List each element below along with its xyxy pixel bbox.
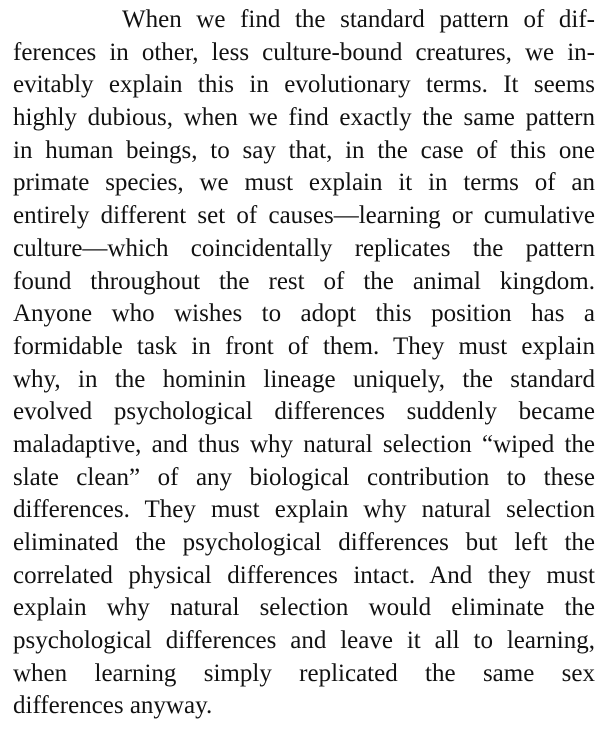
text-line: ferences in other, less culture-bound creatures, we in-	[13, 38, 595, 66]
text-line: primate species, we must explain it in terms of an	[13, 169, 595, 197]
text-line: highly dubious, when we find exactly the same pattern	[13, 104, 595, 132]
text-line: eliminated the psychological differences but left the	[13, 529, 595, 556]
text-line: found throughout the rest of the animal kingdom.	[13, 267, 595, 295]
text-line: formidable task in front of them. They must explain	[13, 332, 595, 360]
text-line: entirely different set of causes—learning or cumulative	[13, 202, 595, 230]
text-line: psychological differences and leave it all to learning,	[13, 627, 595, 655]
text-line: in human beings, to say that, in the case of this one	[13, 136, 595, 164]
text-line: explain why natural selection would eliminate the	[13, 594, 595, 622]
text-line: evitably explain this in evolutionary terms. It seems	[13, 71, 595, 99]
text-line: culture—which coincidentally replicates the pattern	[13, 234, 595, 262]
text-line: Anyone who wishes to adopt this position has a	[13, 300, 595, 328]
text-line: maladaptive, and thus why natural selection “wiped the	[13, 430, 595, 458]
text-line: correlated physical differences intact. And they must	[13, 561, 595, 589]
text-line: differences. They must explain why natural selection	[13, 496, 595, 524]
text-line: differences anyway.	[13, 692, 213, 720]
text-line: why, in the hominin lineage uniquely, the standard	[13, 365, 595, 393]
body-paragraph	[13, 4, 595, 723]
text-line: evolved psychological differences suddenly became	[13, 398, 595, 426]
text-line: when learning simply replicated the same sex	[13, 659, 595, 687]
text-line: When we find the standard pattern of dif-	[122, 6, 595, 33]
text-line: slate clean” of any biological contribution to these	[13, 463, 595, 491]
